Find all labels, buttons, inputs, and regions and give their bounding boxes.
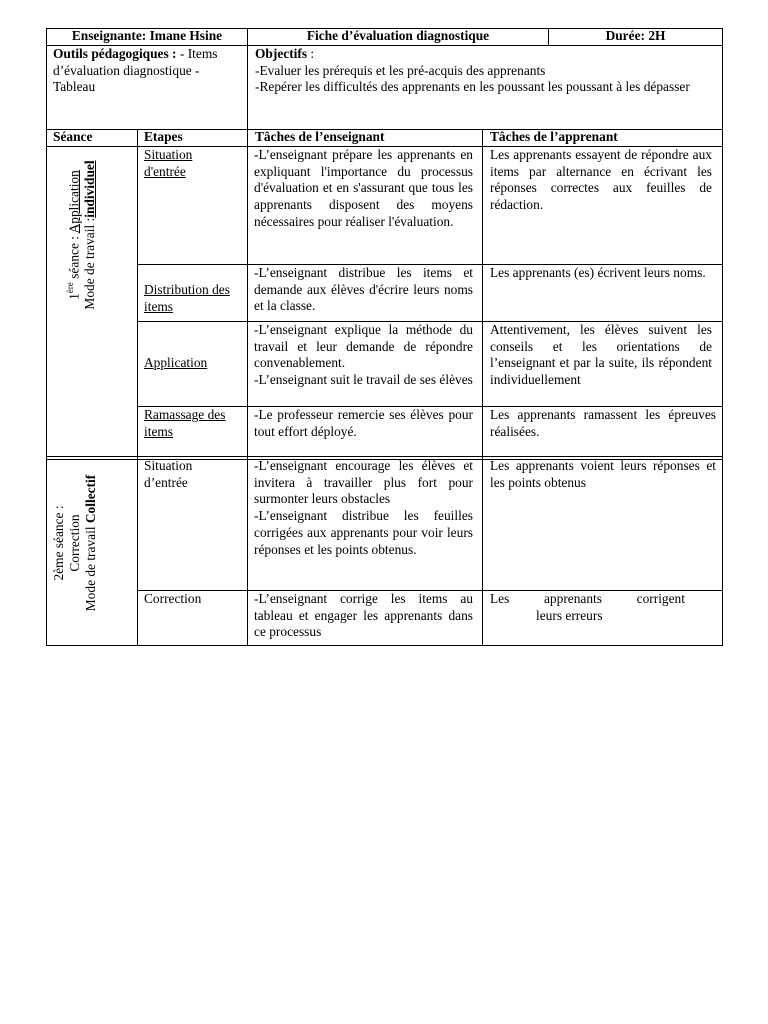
objective-item: -Evaluer les prérequis et les pré-acquis des apprenants (255, 62, 546, 78)
s1-learner-task: Attentivement, les élèves suivent les conseils et les orientations de l’enseignant et par la suite, ils répondent individuellement (490, 322, 712, 388)
col-divider-tools (247, 28, 248, 646)
objective-item: -Repérer les difficultés des apprenants en les poussant les poussant à les dépasser (255, 79, 690, 95)
s2-teacher-task (254, 458, 473, 590)
col-divider-tasks (482, 129, 483, 646)
column-head-seance: Séance (53, 129, 93, 144)
table-border-bottom (46, 645, 723, 646)
row-divider-session-end (46, 456, 723, 457)
s2-learner-task (490, 591, 716, 645)
s1-step-situation: Situation d'entrée (144, 147, 193, 179)
learner-task-word: apprenants (543, 591, 602, 606)
session2-mode: Collectif (83, 474, 98, 524)
s1-learner-task: Les apprenants ramassent les épreuves réalisées. (490, 407, 716, 439)
s1-teacher-task: -L’enseignant distribue les items et demande aux élèves d'écrire leurs noms et la classe. (254, 265, 473, 314)
teacher-task-paragraph: -L’enseignant explique la méthode du travail et leur demande de répondre convenablement. (254, 322, 473, 371)
column-head-learner-tasks: Tâches de l’apprenant (490, 129, 618, 144)
session2-title: Correction (67, 514, 82, 572)
table-border-left (46, 28, 47, 646)
s1-teacher-task: -Le professeur remercie ses élèves pour tout effort déployé. (254, 407, 473, 439)
objectives-separator: : (307, 46, 315, 61)
column-head-teacher-tasks: Tâches de l’enseignant (255, 129, 385, 144)
s1-teacher-task (254, 322, 473, 406)
session1-label-text: séance : (66, 233, 82, 283)
teacher-task-paragraph: -L’enseignant encourage les élèves et invitera à travailler plus fort pour surmonter leurs obstacles (254, 458, 473, 507)
teacher-task-paragraph: -L’enseignant suit le travail de ses élèves (254, 372, 473, 388)
session1-number: 1 (66, 293, 82, 300)
session1-title: Application (66, 170, 82, 234)
s1-teacher-task: -L’enseignant prépare les apprenants en expliquant l'importance du processus d'évaluation et en s'assurant que tous les apprenants disposent des moyens nécessaires pour réaliser l'évaluation. (254, 147, 473, 229)
tools-title: Outils pédagogiques : (53, 46, 177, 61)
learner-task-word: Les (490, 591, 510, 606)
s2-step-situation: Situation d’entrée (144, 458, 193, 490)
tools-content: - Items d’évaluation diagnostique - Tableau (53, 46, 218, 95)
s2-step-correction: Correction (144, 591, 202, 606)
session2-mode-label: Mode de travail (83, 523, 98, 612)
learner-task-line: leurs erreurs (536, 607, 603, 623)
session1-mode: individuel (82, 160, 98, 218)
objectives-title: Objectifs (255, 46, 308, 61)
s2-learner-task: Les apprenants voient leurs réponses et les points obtenus (490, 458, 716, 490)
s1-learner-task: Les apprenants (es) écrivent leurs noms. (490, 265, 706, 280)
session2-label (51, 453, 101, 633)
objectives-cell (255, 46, 715, 129)
s1-step-application: Application (144, 355, 208, 370)
session1-ordinal: ère (65, 282, 75, 294)
session1-mode-label: Mode de travail : (82, 217, 98, 310)
session2-label-text: 2ème séance : (51, 505, 66, 581)
learner-task-word: corrigent (636, 591, 685, 606)
sheet-title: Fiche d’évaluation diagnostique (306, 28, 490, 43)
teacher-label: Enseignante: Imane Hsine (71, 28, 223, 43)
table-border-right (722, 28, 723, 646)
teacher-task-paragraph: -L’enseignant distribue les feuilles corrigées aux apprenants pour voir leurs réponses et les points obtenus. (254, 508, 473, 557)
duration: Durée: 2H (605, 28, 666, 43)
s1-learner-task: Les apprenants essayent de répondre aux items par alternance en écrivant les réponses correctes aux feuilles de rédaction. (490, 147, 712, 213)
s1-step-ramassage: Ramassage des items (144, 407, 226, 439)
session1-label (62, 145, 96, 325)
column-head-etapes: Etapes (144, 129, 183, 144)
col-divider-seance (137, 129, 138, 646)
s2-teacher-task: -L’enseignant corrige les items au tableau et engager les apprenants dans ce processus (254, 591, 473, 640)
tools-cell (53, 46, 243, 129)
s1-step-distribution: Distribution des items (144, 282, 230, 314)
